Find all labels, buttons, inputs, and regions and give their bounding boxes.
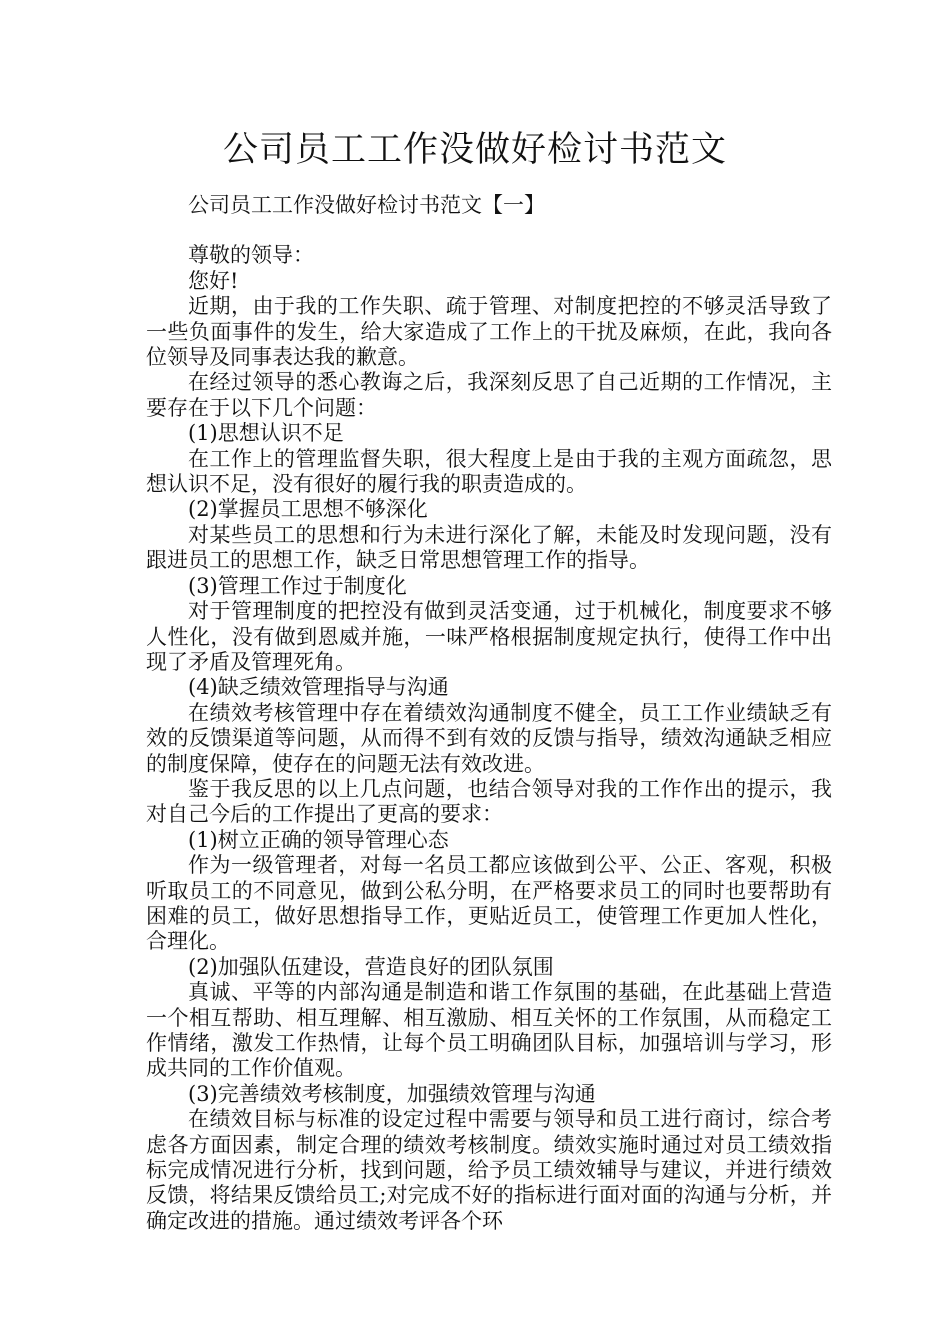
paragraph: 真诚、平等的内部沟通是制造和谐工作氛围的基础，在此基础上营造一个相互帮助、相互理解、相互激励、相互关怀的工作氛围，从而稳定工作情绪，激发工作热情，让每个员工明确团队目标，加强培训与学习，形成共同的工作价值观。	[146, 980, 832, 1081]
document-subtitle: 公司员工工作没做好检讨书范文【一】	[188, 193, 545, 217]
paragraph: 您好!	[188, 268, 239, 293]
paragraph: 在工作上的管理监督失职，很大程度上是由于我的主观方面疏忽，思想认识不足，没有很好的履行我的职责造成的。	[146, 446, 832, 497]
section-heading: (3)完善绩效考核制度，加强绩效管理与沟通	[188, 1081, 596, 1106]
document-body	[146, 193, 832, 1234]
paragraph: 在绩效考核管理中存在着绩效沟通制度不健全，员工工作业绩缺乏有效的反馈渠道等问题，从而得不到有效的反馈与指导，绩效沟通缺乏相应的制度保障，使存在的问题无法有效改进。	[146, 700, 832, 776]
salutation: 尊敬的领导：	[188, 243, 314, 268]
section-heading: (1)树立正确的领导管理心态	[188, 827, 449, 852]
paragraph: 近期，由于我的工作失职、疏于管理、对制度把控的不够灵活导致了一些负面事件的发生，给大家造成了工作上的干扰及麻烦，在此，我向各位领导及同事表达我的歉意。	[146, 294, 832, 370]
paragraph: 鉴于我反思的以上几点问题，也结合领导对我的工作作出的提示，我对自己今后的工作提出了更高的要求：	[146, 776, 832, 827]
section-heading: (2)掌握员工思想不够深化	[188, 497, 428, 522]
section-heading: (1)思想认识不足	[188, 421, 344, 446]
paragraph: 在绩效目标与标准的设定过程中需要与领导和员工进行商讨，综合考虑各方面因素，制定合理的绩效考核制度。绩效实施时通过对员工绩效指标完成情况进行分析，找到问题，给予员工绩效辅导与建议，并进行绩效反馈，将结果反馈给员工;对完成不好的指标进行面对面的沟通与分析，并确定改进的措施。通过绩效考评各个环	[146, 1107, 832, 1233]
document-title: 公司员工工作没做好检讨书范文	[222, 130, 727, 170]
paragraph: 在经过领导的悉心教诲之后，我深刻反思了自己近期的工作情况，主要存在于以下几个问题：	[146, 370, 832, 420]
section-heading: (4)缺乏绩效管理指导与沟通	[188, 675, 449, 700]
paragraph: 对某些员工的思想和行为未进行深化了解，未能及时发现问题，没有跟进员工的思想工作，缺乏日常思想管理工作的指导。	[146, 522, 832, 573]
paragraph: 作为一级管理者，对每一名员工都应该做到公平、公正、客观，积极听取员工的不同意见，做到公私分明，在严格要求员工的同时也要帮助有困难的员工，做好思想指导工作，更贴近员工，使管理工作更加人性化，合理化。	[146, 853, 832, 954]
paragraph: 对于管理制度的把控没有做到灵活变通，过于机械化，制度要求不够人性化，没有做到恩威并施，一味严格根据制度规定执行，使得工作中出现了矛盾及管理死角。	[146, 599, 832, 674]
section-heading: (2)加强队伍建设，营造良好的团队氛围	[188, 954, 554, 979]
section-heading: (3)管理工作过于制度化	[188, 573, 407, 598]
